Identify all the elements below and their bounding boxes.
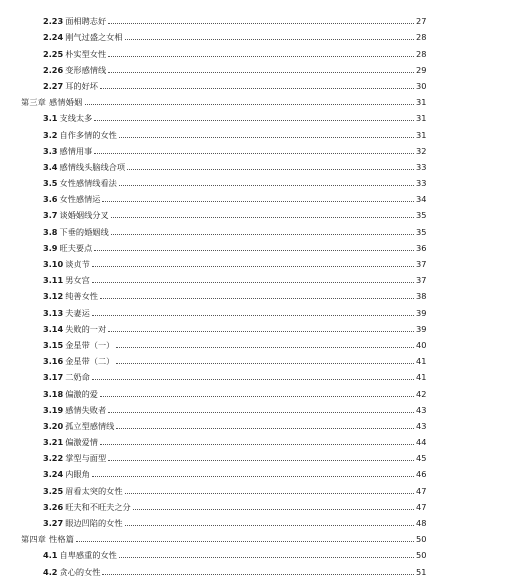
- toc-section-entry[interactable]: [0, 59, 509, 75]
- toc-entry-title: 眼边凹陷的女性: [65, 518, 123, 528]
- toc-section-entry[interactable]: [0, 237, 509, 253]
- toc-section-entry[interactable]: [0, 560, 509, 576]
- toc-entry-number: 3.19: [43, 404, 64, 415]
- toc-page-number: 31: [416, 129, 427, 140]
- toc-entry-number: 3.7: [43, 210, 58, 221]
- toc-section-entry[interactable]: [0, 253, 509, 269]
- toc-page-number: 37: [416, 259, 427, 269]
- toc-page-number: 40: [416, 339, 427, 350]
- toc-entry-title: 纯善女性: [65, 291, 98, 302]
- toc-entry-number: 3.8: [43, 226, 58, 237]
- toc-entry-title: 感情失败者: [65, 404, 107, 415]
- toc-page-number: 34: [416, 194, 427, 205]
- toc-section-entry[interactable]: [0, 544, 509, 560]
- dot-leader: [125, 493, 414, 494]
- toc-page-number: 50: [416, 534, 427, 545]
- toc-entry-number: 3.13: [43, 307, 64, 318]
- toc-entry-title: 第三章 感情婚姻: [21, 97, 83, 108]
- toc-entry-number: 3.26: [43, 501, 64, 512]
- dot-leader: [102, 574, 414, 575]
- toc-page-number: 48: [416, 518, 427, 528]
- toc-entry-number: 3.16: [43, 356, 64, 367]
- dot-leader: [108, 23, 414, 24]
- toc-entry-number: 3.3: [43, 145, 58, 156]
- toc-chapter-entry[interactable]: [0, 91, 509, 107]
- toc-entry-number: 2.24: [43, 32, 64, 43]
- dot-leader: [111, 234, 414, 235]
- toc-section-entry[interactable]: [0, 75, 509, 91]
- toc-entry-number: 3.24: [43, 469, 64, 480]
- toc-section-entry[interactable]: [0, 399, 509, 415]
- dot-leader: [94, 153, 414, 154]
- toc-section-entry[interactable]: [0, 123, 509, 139]
- toc-page-number: 47: [416, 485, 427, 496]
- toc-entry-number: 3.27: [43, 518, 64, 528]
- toc-entry-title: 内眼角: [65, 469, 90, 480]
- toc-page-number: 39: [416, 307, 427, 318]
- toc-entry-title: 旺夫要点: [59, 242, 93, 253]
- toc-entry-title: 旺夫和不旺夫之分: [65, 501, 131, 512]
- toc-entry-title: 夫妻运: [65, 307, 90, 318]
- toc-page-number: 38: [416, 291, 427, 302]
- toc-page-number: 33: [416, 178, 427, 189]
- dot-leader: [111, 217, 414, 218]
- toc-entry-title: 下垂的婚姻线: [59, 226, 109, 237]
- toc-section-entry[interactable]: [0, 156, 509, 172]
- toc-page-number: 35: [416, 226, 427, 237]
- toc-entry-title: 朴实型女性: [65, 48, 107, 59]
- toc-entry-title: 自作多情的女性: [59, 129, 117, 140]
- toc-entry-title: 二奶命: [65, 372, 90, 383]
- dot-leader: [76, 541, 414, 542]
- toc-entry-title: 谈婚姻线分叉: [59, 210, 109, 221]
- toc-entry-title: 男女宫: [65, 275, 90, 286]
- toc-section-entry[interactable]: [0, 140, 509, 156]
- toc-section-entry[interactable]: [0, 431, 509, 447]
- dot-leader: [116, 347, 414, 348]
- table-of-contents: [0, 10, 509, 577]
- dot-leader: [133, 509, 414, 510]
- dot-leader: [102, 201, 414, 202]
- toc-page-number: 27: [416, 16, 427, 27]
- toc-section-entry[interactable]: [0, 220, 509, 236]
- toc-entry-number: 3.18: [43, 388, 64, 399]
- toc-entry-number: 3.9: [43, 242, 58, 253]
- toc-page-number: 45: [416, 453, 427, 464]
- toc-page-number: 28: [416, 48, 427, 59]
- toc-entry-title: 贪心的女性: [59, 566, 101, 577]
- toc-entry-title: 谈贞节: [65, 259, 90, 269]
- toc-entry-number: 2.27: [43, 80, 64, 91]
- toc-entry-number: 4.1: [43, 550, 58, 561]
- toc-section-entry[interactable]: [0, 415, 509, 431]
- toc-entry-title: 刚气过盛之女相: [65, 32, 123, 43]
- toc-section-entry[interactable]: [0, 204, 509, 220]
- toc-section-entry[interactable]: [0, 366, 509, 382]
- toc-section-entry[interactable]: [0, 496, 509, 512]
- toc-page-number: 31: [416, 113, 427, 124]
- toc-page-number: 33: [416, 161, 427, 172]
- toc-section-entry[interactable]: [0, 447, 509, 463]
- toc-section-entry[interactable]: [0, 10, 509, 26]
- toc-entry-number: 2.26: [43, 64, 64, 75]
- dot-leader: [108, 412, 414, 413]
- dot-leader: [116, 428, 414, 429]
- toc-page-number: 43: [416, 404, 427, 415]
- toc-entry-number: 3.17: [43, 372, 64, 383]
- toc-entry-number: 3.11: [43, 275, 64, 286]
- toc-section-entry[interactable]: [0, 512, 509, 528]
- toc-entry-number: 3.10: [43, 259, 64, 269]
- toc-page-number: 35: [416, 210, 427, 221]
- dot-leader: [100, 396, 414, 397]
- dot-leader: [108, 460, 414, 461]
- dot-leader: [92, 282, 414, 283]
- toc-entry-number: 3.12: [43, 291, 64, 302]
- dot-leader: [92, 476, 414, 477]
- dot-leader: [100, 444, 414, 445]
- toc-page-number: 29: [416, 64, 427, 75]
- toc-entry-number: 4.2: [43, 566, 58, 577]
- toc-entry-title: 女性感情线看法: [59, 178, 117, 189]
- toc-page-number: 46: [416, 469, 427, 480]
- dot-leader: [127, 169, 414, 170]
- toc-section-entry[interactable]: [0, 318, 509, 334]
- toc-entry-number: 3.6: [43, 194, 58, 205]
- toc-entry-number: 3.14: [43, 323, 64, 334]
- dot-leader: [92, 315, 414, 316]
- toc-entry-number: 3.15: [43, 339, 64, 350]
- toc-section-entry[interactable]: [0, 350, 509, 366]
- toc-entry-title: 眉看太突的女性: [65, 485, 123, 496]
- toc-page-number: 42: [416, 388, 427, 399]
- toc-entry-number: 3.5: [43, 178, 58, 189]
- dot-leader: [94, 120, 414, 121]
- toc-entry-number: 3.21: [43, 437, 64, 448]
- toc-entry-title: 金星带（一）: [65, 339, 115, 350]
- toc-section-entry[interactable]: [0, 188, 509, 204]
- toc-page-number: 47: [416, 501, 427, 512]
- toc-entry-title: 耳的好坏: [65, 80, 98, 91]
- toc-section-entry[interactable]: [0, 463, 509, 479]
- dot-leader: [125, 525, 414, 526]
- dot-leader: [119, 557, 414, 558]
- toc-entry-title: 支线太多: [59, 113, 93, 124]
- toc-entry-title: 第四章 性格篇: [21, 534, 75, 545]
- toc-entry-title: 孤立型感情线: [65, 420, 115, 431]
- toc-entry-title: 自卑感重的女性: [59, 550, 117, 561]
- toc-page-number: 50: [416, 550, 427, 561]
- dot-leader: [92, 266, 414, 267]
- toc-section-entry[interactable]: [0, 269, 509, 285]
- toc-page-number: 39: [416, 323, 427, 334]
- toc-page-number: 32: [416, 145, 427, 156]
- toc-entry-title: 感情线头脑线合项: [59, 161, 126, 172]
- toc-entry-title: 掌型与面型: [65, 453, 107, 464]
- toc-entry-number: 3.1: [43, 113, 58, 124]
- toc-section-entry[interactable]: [0, 382, 509, 398]
- dot-leader: [108, 56, 414, 57]
- toc-page-number: 51: [416, 566, 427, 577]
- toc-page-number: 41: [416, 356, 427, 367]
- toc-entry-number: 3.4: [43, 161, 58, 172]
- toc-section-entry[interactable]: [0, 301, 509, 317]
- dot-leader: [125, 39, 414, 40]
- toc-section-entry[interactable]: [0, 42, 509, 58]
- toc-entry-title: 金星带（二）: [65, 356, 115, 367]
- toc-entry-number: 3.22: [43, 453, 64, 464]
- toc-entry-number: 3.2: [43, 129, 58, 140]
- toc-section-entry[interactable]: [0, 334, 509, 350]
- toc-page-number: 31: [416, 97, 427, 108]
- dot-leader: [108, 331, 414, 332]
- dot-leader: [116, 363, 414, 364]
- toc-page-number: 30: [416, 80, 427, 91]
- toc-entry-title: 女性感情运: [59, 194, 101, 205]
- toc-section-entry[interactable]: [0, 26, 509, 42]
- dot-leader: [94, 250, 414, 251]
- toc-page-number: 28: [416, 32, 427, 43]
- toc-entry-title: 变形感情线: [65, 64, 107, 75]
- dot-leader: [100, 88, 414, 89]
- toc-section-entry[interactable]: [0, 479, 509, 495]
- toc-page-number: 41: [416, 372, 427, 383]
- toc-page-number: 44: [416, 437, 427, 448]
- dot-leader: [92, 379, 414, 380]
- toc-section-entry[interactable]: [0, 285, 509, 301]
- dot-leader: [108, 72, 414, 73]
- toc-chapter-entry[interactable]: [0, 528, 509, 544]
- dot-leader: [100, 298, 414, 299]
- toc-entry-number: 2.25: [43, 48, 64, 59]
- toc-entry-title: 感情用事: [59, 145, 93, 156]
- toc-section-entry[interactable]: [0, 107, 509, 123]
- toc-entry-title: 失败的一对: [65, 323, 107, 334]
- dot-leader: [119, 137, 414, 138]
- toc-page-number: 36: [416, 242, 427, 253]
- toc-entry-number: 3.20: [43, 420, 64, 431]
- toc-entry-number: 3.25: [43, 485, 64, 496]
- toc-entry-title: 偏激爱情: [65, 437, 98, 448]
- dot-leader: [85, 104, 414, 105]
- toc-entry-number: 2.23: [43, 16, 64, 27]
- toc-section-entry[interactable]: [0, 172, 509, 188]
- dot-leader: [119, 185, 414, 186]
- toc-page-number: 43: [416, 420, 427, 431]
- toc-entry-title: 偏激的爱: [65, 388, 98, 399]
- toc-page-number: 37: [416, 275, 427, 286]
- toc-entry-title: 面相聘志好: [65, 16, 107, 27]
